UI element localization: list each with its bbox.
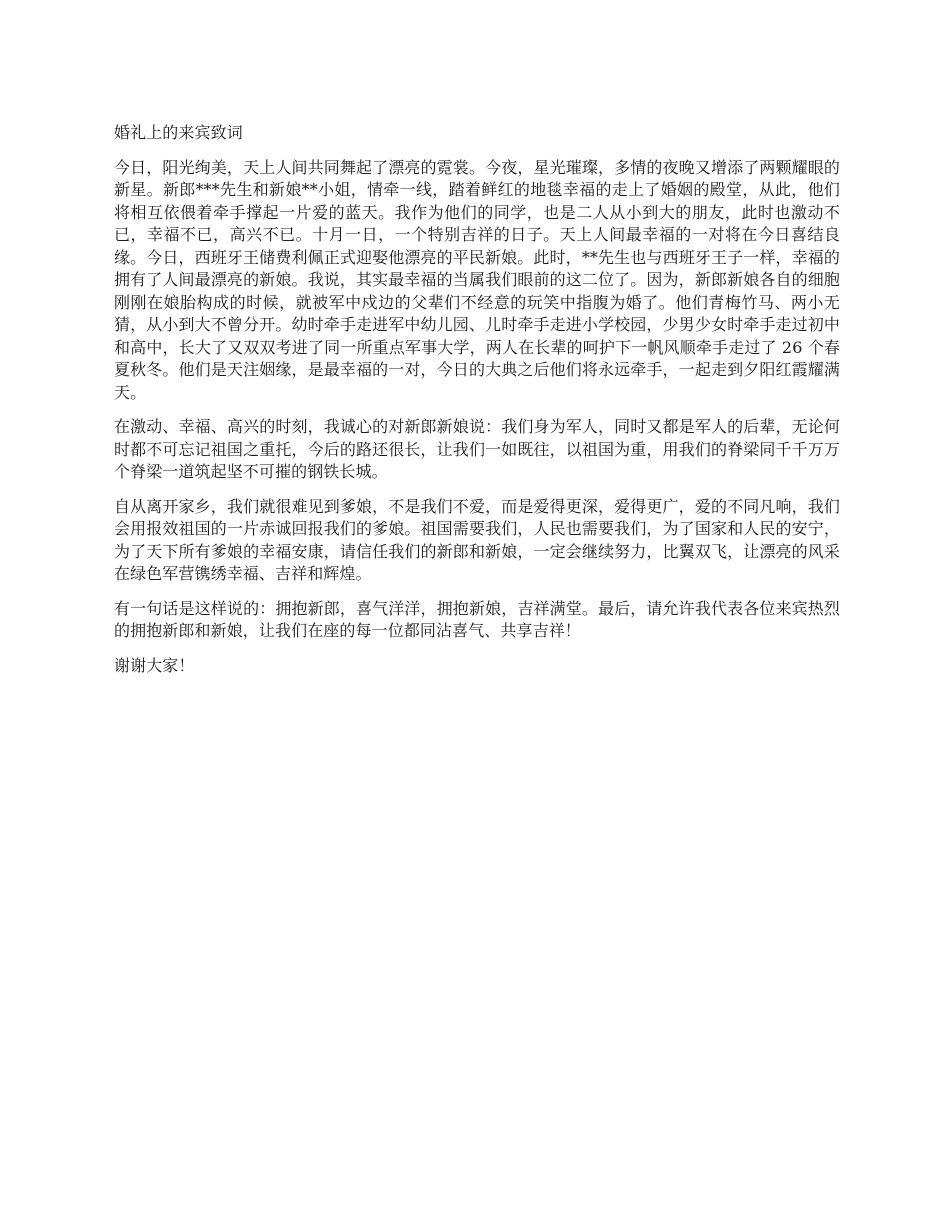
paragraph-parents: 自从离开家乡，我们就很难见到爹娘，不是我们不爱，而是爱得更深，爱得更广，爱的不同凡响，我们会用报效祖国的一片赤诚回报我们的爹娘。祖国需要我们，人民也需要我们，为了国家和人民的安宁，为了天下所有爹娘的幸福安康，请信任我们的新郎和新娘，一定会继续努力，比翼双飞，让漂亮的风采在绿色军营镌绣幸福、吉祥和辉煌。: [114, 496, 840, 583]
document-title: 婚礼上的来宾致词: [114, 123, 243, 142]
paragraph-wishes: 在激动、幸福、高兴的时刻，我诚心的对新郎新娘说：我们身为军人，同时又都是军人的后辈，无论何时都不可忘记祖国之重托，今后的路还很长，让我们一如既往，以祖国为重，用我们的脊梁同千千万万个脊梁一道筑起坚不可摧的钢铁长城。: [114, 417, 840, 481]
document-body: [114, 122, 840, 689]
paragraph-thanks: 谢谢大家！: [114, 655, 195, 675]
paragraph-closing: 有一句话是这样说的：拥抱新郎，喜气洋洋，拥抱新娘，吉祥满堂。最后，请允许我代表各位来宾热烈的拥抱新郎和新娘，让我们在座的每一位都同沾喜气、共享吉祥！: [114, 598, 840, 640]
paragraph-opening: 今日，阳光绚美，天上人间共同舞起了漂亮的霓裳。今夜，星光璀璨，多情的夜晚又增添了两颗耀眼的新星。新郎***先生和新娘**小姐，情牵一线，踏着鲜红的地毯幸福的走上了婚姻的殿堂，从此，他们将相互依偎着牵手撑起一片爱的蓝天。我作为他们的同学，也是二人从小到大的朋友，此时也激动不已，幸福不已，高兴不已。十月一日，一个特别吉祥的日子。天上人间最幸福的一对将在今日喜结良缘。今日，西班牙王储费利佩正式迎娶他漂亮的平民新娘。此时，**先生也与西班牙王子一样，幸福的拥有了人间最漂亮的新娘。我说，其实最幸福的当属我们眼前的这二位了。因为，新郎新娘各自的细胞刚刚在娘胎构成的时候，就被军中戍边的父辈们不经意的玩笑中指腹为婚了。他们青梅竹马、两小无猜，从小到大不曾分开。幼时牵手走进军中幼儿园、儿时牵手走进小学校园，少男少女时牵手走过初中和高中，长大了又双双考进了同一所重点军事大学，两人在长辈的呵护下一帆风顺牵手走过了 26 个春夏秋冬。他们是天注姻缘，是最幸福的一对，今日的大典之后他们将永远牵手，一起走到夕阳红霞耀满天。: [114, 157, 840, 402]
